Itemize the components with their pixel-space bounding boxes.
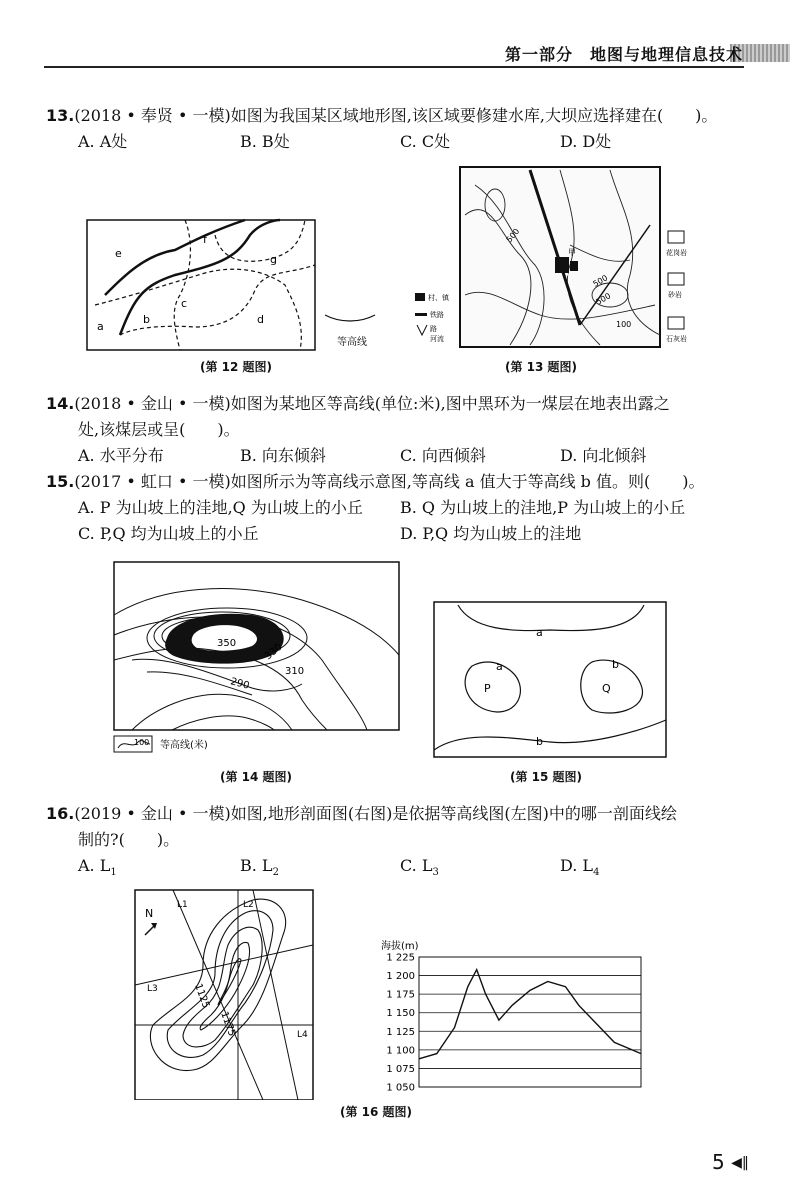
figure-12-map (85, 215, 385, 355)
q16-option-d: D. $L_4$ (560, 856, 600, 879)
question-14-number: 14. (46, 394, 75, 413)
fig16-contour-1125: 1125 (192, 982, 212, 1010)
q14-option-a: A. 水平分布 (78, 446, 164, 465)
profile-ytick-label: 1 100 (386, 1045, 415, 1057)
q15-option-b: B. Q 为山坡上的洼地,P 为山坡上的小丘 (400, 498, 686, 517)
q16-option-b: B. $L_2$ (240, 856, 279, 879)
fig13-legend-limestone: 石灰岩 (666, 335, 687, 343)
fig15-label-P: P (484, 682, 491, 695)
fig15-label-b-right: b (612, 658, 619, 671)
profile-ytick-label: 1 150 (386, 1008, 415, 1020)
profile-ytick-label: 1 200 (386, 971, 415, 983)
q13-option-c: C. C处 (400, 132, 451, 151)
fig16-label-L3: L3 (147, 984, 158, 994)
q13-option-a: A. A处 (78, 132, 128, 151)
fig14-label-330: 330 (262, 641, 285, 663)
fig14-legend-text: 等高线(米) (160, 740, 208, 751)
fig13-legend-road: 路 (430, 325, 437, 333)
fig12-label-f: f (203, 233, 207, 246)
fig13-contour-4: 100 (616, 320, 632, 329)
question-16-number: 16. (46, 804, 75, 823)
question-14-text-1: (2018 • 金山 • 一模)如图为某地区等高线(单位:米),图中黑环为一煤层在地表出露之 (74, 394, 670, 413)
fig12-label-a: a (97, 320, 104, 333)
question-16-text-1: (2019 • 金山 • 一模)如图,地形剖面图(右图)是依据等高线图(左图)中的哪一剖面线绘 (74, 804, 677, 823)
question-16-stem (46, 801, 677, 827)
fig13-contour-1: 500 (504, 226, 522, 245)
question-13-number: 13. (46, 106, 75, 125)
fig14-label-290: 290 (229, 676, 251, 692)
figure-12-caption: (第 12 题图) (200, 360, 273, 374)
fig13-contour-3: 500 (594, 291, 613, 307)
q15-option-c: C. P,Q 均为山坡上的小丘 (78, 524, 259, 543)
fig16-label-L2: L2 (243, 900, 254, 910)
question-14-stem (46, 391, 670, 417)
figure-15-caption: (第 15 题图) (510, 770, 583, 784)
fig16-north-label: N (145, 907, 154, 920)
figure-15-map (432, 600, 672, 762)
profile-ylabel: 海拔(m) (381, 941, 419, 952)
fig13-contour-2: 500 (591, 273, 610, 289)
page-number: 5 ◀‖ (712, 1150, 749, 1174)
question-16-text-2: 制的?( )。 (78, 830, 180, 849)
q15-option-a: A. P 为山坡上的洼地,Q 为山坡上的小丘 (78, 498, 363, 517)
q13-option-b: B. B处 (240, 132, 290, 151)
fig12-label-d: d (257, 313, 264, 326)
profile-ytick-label: 1 125 (386, 1026, 415, 1038)
fig15-label-Q: Q (602, 682, 611, 695)
fig16-label-L4: L4 (297, 1030, 308, 1040)
fig12-label-e: e (115, 247, 122, 260)
fig13-village: 甲 (568, 248, 576, 257)
fig14-label-310: 310 (285, 666, 305, 677)
page-marker-icon: ◀‖ (731, 1155, 749, 1171)
fig13-legend-sandstone: 砂岩 (668, 291, 682, 299)
q14-option-d: D. 向北倾斜 (560, 446, 647, 465)
fig16-contour-1175: 1175 (218, 1010, 238, 1038)
fig13-legend-rail: 铁路 (430, 311, 444, 319)
figure-16-profile-chart (375, 935, 655, 1100)
profile-ytick-label: 1 225 (386, 952, 415, 964)
q13-option-d: D. D处 (560, 132, 612, 151)
figure-14-map (112, 560, 412, 765)
fig14-label-350: 350 (217, 638, 237, 649)
profile-line (419, 970, 641, 1059)
question-15-number: 15. (46, 472, 75, 491)
q16-option-c: C. $L_3$ (400, 856, 439, 879)
q14-option-b: B. 向东倾斜 (240, 446, 326, 465)
figure-16-caption: (第 16 题图) (340, 1105, 413, 1119)
fig13-legend-village: 村、镇 (428, 294, 449, 302)
figure-13-map (410, 165, 710, 355)
fig12-label-c: c (181, 297, 188, 310)
q15-option-d: D. P,Q 均为山坡上的洼地 (400, 524, 582, 543)
question-15-stem (46, 469, 704, 495)
fig13-legend-granite: 花岗岩 (666, 249, 687, 257)
fig12-label-g: g (270, 253, 277, 266)
fig13-legend-river: 河流 (430, 335, 444, 343)
figure-14-caption: (第 14 题图) (220, 770, 293, 784)
question-15-text: (2017 • 虹口 • 一模)如图所示为等高线示意图,等高线 a 值大于等高线 b 值。则( )。 (74, 472, 705, 491)
figure-13-caption: (第 13 题图) (505, 360, 578, 374)
q16-option-a: A. $L_1$ (78, 856, 117, 879)
figure-16-contour-map (133, 885, 323, 1100)
question-13-text: (2018 • 奉贤 • 一模)如图为我国某区域地形图,该区域要修建水库,大坝应选择建在( )。 (74, 106, 718, 125)
fig14-legend-value: 100 (134, 738, 150, 747)
fig16-label-L1: L1 (177, 900, 188, 910)
profile-ytick-label: 1 050 (386, 1082, 415, 1094)
section-title: 第一部分 地图与地理信息技术 (505, 45, 744, 64)
fig15-label-a-left: a (496, 660, 503, 673)
fig15-label-a-top: a (536, 626, 543, 639)
q14-option-c: C. 向西倾斜 (400, 446, 486, 465)
fig12-label-b: b (143, 313, 150, 326)
header-divider (44, 66, 744, 68)
fig12-legend: 等高线 (337, 337, 367, 348)
profile-ytick-label: 1 175 (386, 989, 415, 1001)
profile-ytick-label: 1 075 (386, 1063, 415, 1075)
fig15-label-b-bottom: b (536, 735, 543, 748)
profile-frame (419, 957, 641, 1087)
question-14-text-2: 处,该煤层或呈( )。 (78, 420, 240, 439)
question-13-stem (46, 103, 717, 129)
